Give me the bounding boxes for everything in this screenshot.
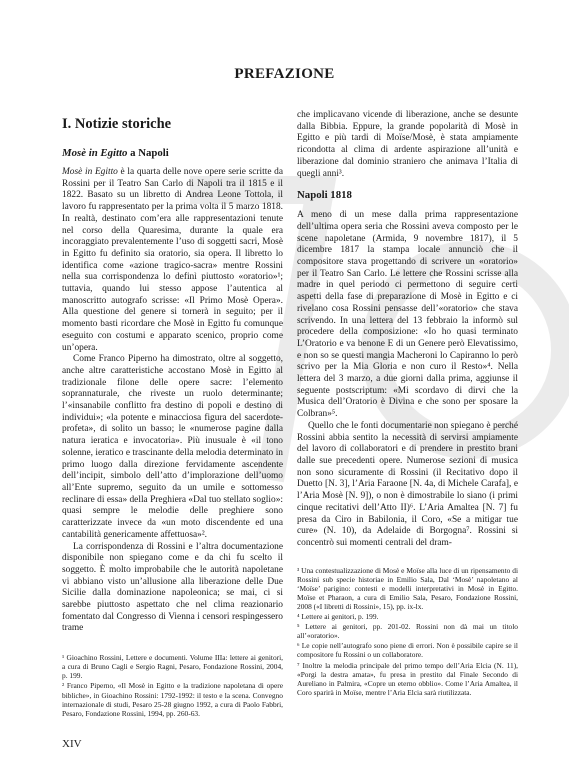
footnote-3: ³ Una contestualizzazione di Mosè e Moïse alla luce di un ripensamento di Rossini sub specie historiae in Emilio Sala, Dal ‘Mosè’ napoletano al ‘Moïse’ parigino: contesti e modelli interpretativi in Mosè in Egitto. Moïse et Pharaon, a cura di Emilio Sala, Pesaro, Fondazione Rossini, 2008 («I libretti di Rossini», 15), pp. ix-lx. — [297, 565, 518, 611]
subheading-italic: Mosè in Egitto — [62, 147, 128, 159]
subheading-napoli-1818: Napoli 1818 — [297, 189, 352, 202]
footnote-5: ⁵ Lettere ai genitori, pp. 201-02. Rossini non dà mai un titolo all’«oratorio». — [297, 622, 518, 641]
footnote-6: ⁶ Le copie nell’autografo sono piene di errori. Non è possibile capire se il compositore fu Rossini o un collaboratore. — [297, 641, 518, 660]
paragraph-1 — [62, 167, 283, 354]
footnote-7: ⁷ Inoltre la melodia principale del primo tempo dell’Aria Elcia (N. 11), «Porgi la destra amata», fu presa in prestito dal Finale Secondo di Aureliano in Palmira, «Copre un eterno obblio». Come l’Aria Amaltea, il Coro sparirà in Moïse, mentre l’Aria Elcia sarà riutilizzata. — [297, 660, 518, 697]
paragraph-1-italic: Mosè in Egitto — [62, 167, 118, 177]
footnotes-left — [62, 653, 283, 718]
paragraph-5: Quello che le fonti documentarie non spiegano è perché Rossini abbia sentito la necessità di servirsi ampiamente del lavoro di collaboratori e di prendere in prestito brani dalle sue precedenti opere. Numerose sezioni di musica non sono sicuramente di Rossini (il Recitativo dopo il Duetto [N. 3], l’Aria Faraone [N. 4a, di Michele Carafa], e l’Aria Mosè [N. 9]), o non è dimostrabile lo siano (i primi cinque recitativi dell’Atto II)⁶. L’Aria Amaltea [N. 7] fu presa da Ciro in Babilonia, il Coro, «Se a mitigar tue cure» (N. 10), da Adelaide di Borgogna⁷. Rossini si concentrò sui momenti centrali del dram- — [297, 420, 518, 548]
paragraph-4: A meno di un mese dalla prima rappresentazione dell’ultima opera seria che Rossini aveva composto per le scene napoletane (Armida, 9 novembre 1817), il 5 dicembre 1817 la stampa locale annunciò che il compositore stava progettando di scrivere un «oratorio» per il Teatro San Carlo. Le lettere che Rossini scrisse alla madre in quel periodo ci permettono di seguire certi aspetti della fase di preparazione di Mosè in Egitto e ci rivelano cosa Rossini pensasse dell’«oratorio» che stava scrivendo. In una lettera del 13 febbraio la informò sul procedere della composizione: «Io ho quasi terminato L’Oratorio e va benone E di un Genere però Elevatissimo, e non so se questi mangia Macheroni lo Capiranno lo però scrivo per la Mia Gloria e non curo il Resto»⁴. Nella lettera del 3 marzo, a due giorni dalla prima, aggiunse il seguente postscriptum: «Mi scordavo di dirvi che la Musica dell’Oratorio è Divina e che sono per sposare la Colbran»⁵. — [297, 210, 518, 420]
footnotes-right — [297, 566, 518, 697]
paragraph-1-text: è la quarta delle nove opere serie scritte da Rossini per il Teatro San Carlo di Napoli tra il 1815 e il 1822. Basato su un libretto di Andrea Leone Tottola, il lavoro fu rappresentato per la prima volta il 5 marzo 1818. In realtà, destinato com’era alle rappresentazioni tenute nel corso della Quaresima, durante la quale era incoraggiato prevalentemente l’uso di soggetti sacri, Mosè in Egitto fu definito sia oratorio, sia opera. Il libretto lo identifica come «azione tragico-sacra» mentre Rossini nella sua corrispondenza lo definì piuttosto «oratorio»¹; tuttavia, quando lui stesso appose l’autentica al manoscritto autografo scrisse: «Il Primo Mosè Opera». Alla questione del genere si tornerà in seguito; per il momento basti ricordare che Mosè in Egitto fu comunque eseguito con costumi e apparato scenico, proprio come un’opera. — [62, 167, 283, 353]
subheading-rest: a Napoli — [127, 147, 169, 159]
footnote-4: ⁴ Lettere ai genitori, p. 199. — [297, 612, 379, 622]
right-column — [297, 110, 518, 698]
page-title: PREFAZIONE — [234, 66, 335, 82]
left-column — [62, 110, 283, 719]
footnote-2: ² Franco Piperno, «Il Mosè in Egitto e la tradizione napoletana di opere bibliche», in Gioachino Rossini: 1792-1992: il testo e la scena. Convegno internazionale di studi, Pesaro 25-28 giugno 1992, a cura di Paolo Fabbri, Pesaro, Fondazione Rossini, 1994, pp. 260-63. — [62, 681, 283, 718]
paragraph-continued: che implicavano vicende di liberazione, anche se desunte dalla Bibbia. Eppure, la grande popolarità di Mosè in Egitto e più tardi di Moïse/Mosè, è stata ampiamente ricondotta al clima di ardente aspirazione all’unità e liberazione dal dominio straniero che animava l’Italia di quegli anni³. — [297, 110, 518, 179]
subheading-mose-napoli — [62, 147, 283, 160]
section-heading: I. Notizie storiche — [62, 116, 172, 132]
paragraph-2: Come Franco Piperno ha dimostrato, oltre al soggetto, anche altre caratteristiche accostano Mosè in Egitto al tradizionale filone delle opere sacre: l’elemento soprannaturale, che riveste un ruolo determinante; l’«insanabile conflitto fra destino di popoli e destino di individui»; «la potente e minacciosa figura del sacerdote-profeta», di solito un basso; le «numerose pagine dalla natura ieratica e invocatoria». Più inusuale è «il tono solenne, ieratico e trascinante della melodia determinato in primo luogo dalla direzione fervidamente ascendente dell’incipit, simbolo dell’atto d’implorazione dell’uomo all’Ente supremo, seguito da un umile e sottomesso reclinare di essa» della Preghiera «Dal tuo stellato soglio»: quasi sempre le melodie delle preghiere sono caratterizzate invece da «un moto discendente ed una cantabilità genericamente affettuosa»². — [62, 354, 283, 540]
page-number: XIV — [62, 738, 82, 750]
paragraph-3: La corrispondenza di Rossini e l’altra documentazione disponibile non spiegano come e da chi fu scelto il soggetto. È molto improbabile che le autorità napoletane vi abbiano visto un’allusione alla liberazione delle Due Sicilie dalla dominazione napoleonica; se mai, ci si sarebbe piuttosto aspettato che nel clima reazionario fomentato dal Congresso di Vienna i censori respingessero trame — [62, 541, 283, 634]
footnote-1: ¹ Gioachino Rossini, Lettere e documenti. Volume IIIa: lettere ai genitori, a cura di Bruno Cagli e Sergio Ragni, Pesaro, Fondazione Rossini, 2004, p. 199. — [62, 653, 283, 681]
